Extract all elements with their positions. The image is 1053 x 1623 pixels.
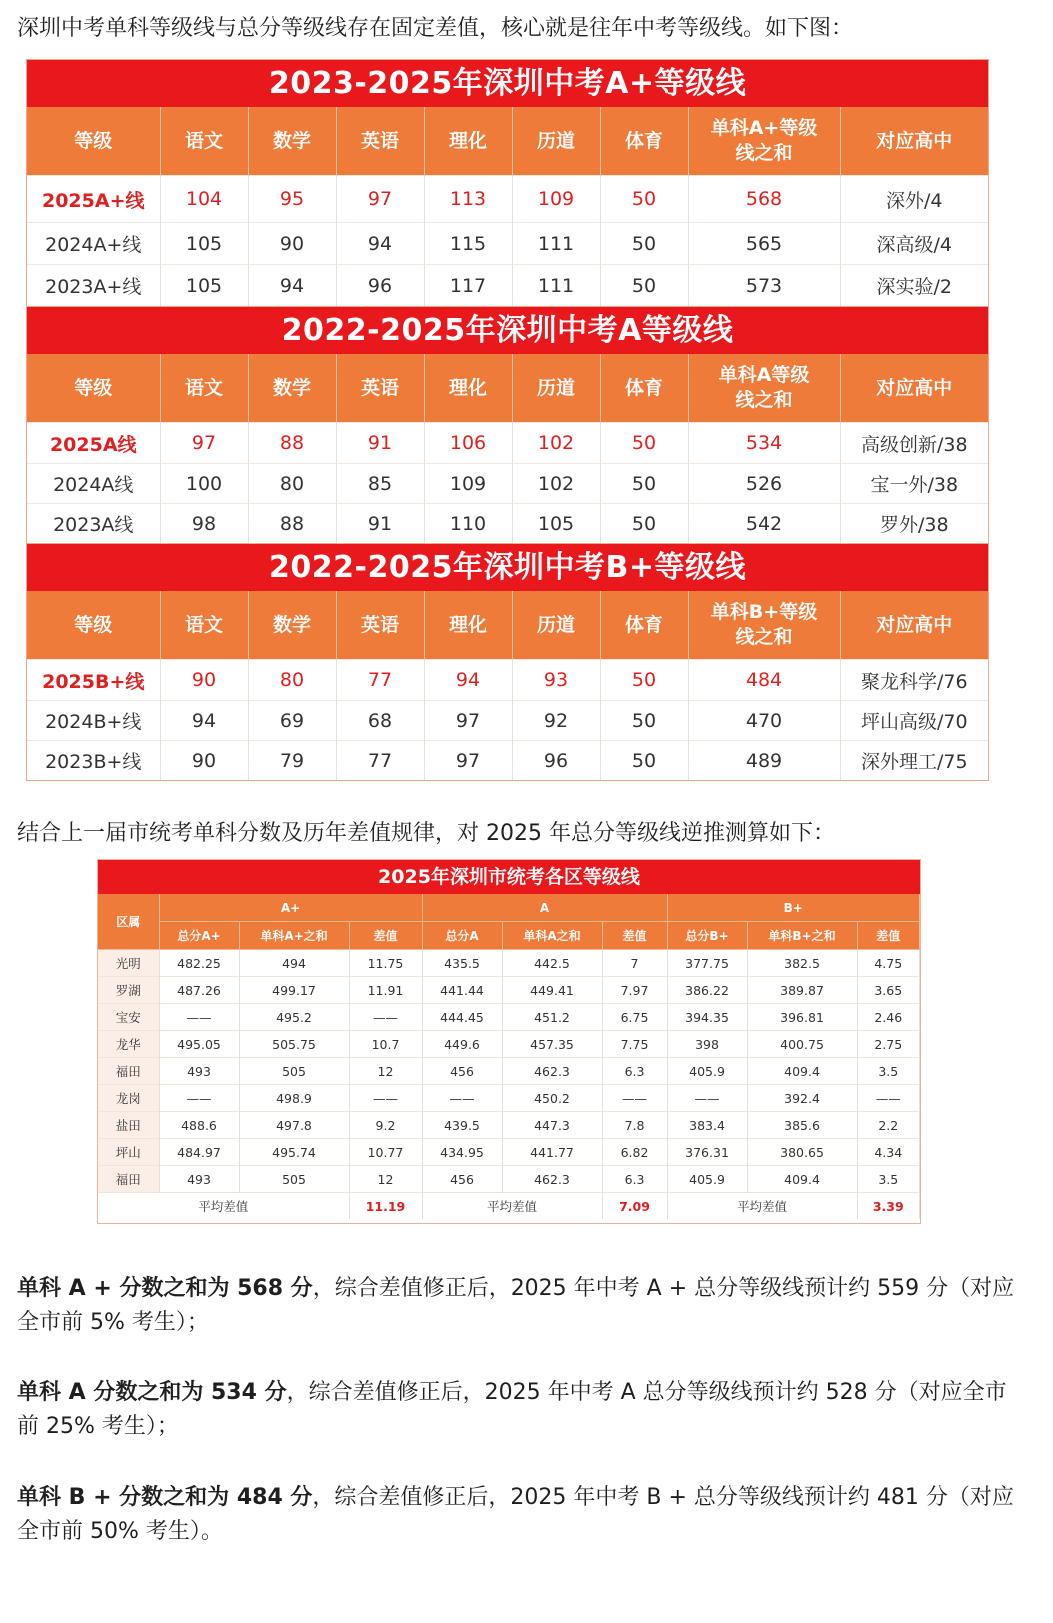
table-cell: 10.77 xyxy=(349,1139,422,1166)
table-cell: 449.6 xyxy=(422,1031,502,1058)
sum-header: 单科A等级 线之和 xyxy=(688,354,840,423)
table-row xyxy=(98,1004,920,1031)
table-cell: 462.3 xyxy=(502,1166,602,1193)
district-table xyxy=(98,894,920,1219)
table-cell: 7.97 xyxy=(602,977,667,1004)
table-cell: 462.3 xyxy=(502,1058,602,1085)
table-cell: 444.45 xyxy=(422,1004,502,1031)
table-cell: 456 xyxy=(422,1166,502,1193)
table-cell: 382.5 xyxy=(747,950,857,977)
district-name: 福田 xyxy=(98,1166,159,1193)
average-value: 11.19 xyxy=(349,1193,422,1220)
table-row: 2025A线 97 88 91 106 102 50 534 高级创新/38 xyxy=(27,423,988,464)
table-cell: 386.22 xyxy=(667,977,747,1004)
a-table-title: 2022-2025年深圳中考A等级线 xyxy=(27,307,988,354)
table-row xyxy=(98,1166,920,1193)
table-cell: 441.44 xyxy=(422,977,502,1004)
district-name: 龙华 xyxy=(98,1031,159,1058)
table-cell: 497.8 xyxy=(239,1112,349,1139)
table-cell: 495.74 xyxy=(239,1139,349,1166)
district-name: 罗湖 xyxy=(98,977,159,1004)
table-header-row: 等级 语文 数学 英语 理化 历道 体育 单科B+等级 线之和 对应高中 xyxy=(27,591,988,660)
table-cell: 2.46 xyxy=(857,1004,919,1031)
table-cell: 441.77 xyxy=(502,1139,602,1166)
table-row xyxy=(98,1031,920,1058)
district-name: 宝安 xyxy=(98,1004,159,1031)
district-subheader: 单科A+之和 xyxy=(239,922,349,950)
table-cell: 9.2 xyxy=(349,1112,422,1139)
grade-line-image xyxy=(26,59,989,781)
table-cell: 449.41 xyxy=(502,977,602,1004)
table-cell: 495.2 xyxy=(239,1004,349,1031)
table-cell: —— xyxy=(159,1085,239,1112)
table-row: 2025B+线 90 80 77 94 93 50 484 聚龙科学/76 xyxy=(27,660,988,701)
a-grade-table xyxy=(26,307,989,544)
table-cell: 3.5 xyxy=(857,1166,919,1193)
table-cell: 12 xyxy=(349,1166,422,1193)
table-row: 2023A+线 105 94 96 117 111 50 573 深实验/2 xyxy=(27,265,988,307)
table-cell: 456 xyxy=(422,1058,502,1085)
table-cell: 505 xyxy=(239,1058,349,1085)
table-row xyxy=(98,950,920,977)
table-cell: 7.8 xyxy=(602,1112,667,1139)
table-cell: 499.17 xyxy=(239,977,349,1004)
district-table-title: 2025年深圳市统考各区等级线 xyxy=(98,860,920,894)
note-bplus: 单科 B + 分数之和为 484 分，综合差值修正后，2025 年中考 B + 总分等级线预计约 481 分（对应全市前 50% 考生）。 xyxy=(17,1485,1014,1544)
district-subheader: 总分A xyxy=(422,922,502,950)
table-cell: 12 xyxy=(349,1058,422,1085)
district-subheader: 差值 xyxy=(602,922,667,950)
average-label: 平均差值 xyxy=(422,1193,602,1220)
table-cell: 498.9 xyxy=(239,1085,349,1112)
district-name: 坪山 xyxy=(98,1139,159,1166)
district-subheader: 差值 xyxy=(349,922,422,950)
table-cell: 482.25 xyxy=(159,950,239,977)
table-cell: 380.65 xyxy=(747,1139,857,1166)
table-cell: 505 xyxy=(239,1166,349,1193)
table-cell: 392.4 xyxy=(747,1085,857,1112)
district-sub-header xyxy=(98,922,920,950)
average-value: 3.39 xyxy=(857,1193,919,1220)
sum-header: 单科A+等级 线之和 xyxy=(688,107,840,176)
district-name: 光明 xyxy=(98,950,159,977)
table-cell: —— xyxy=(349,1004,422,1031)
sum-header: 单科B+等级 线之和 xyxy=(688,591,840,660)
table-cell: 10.7 xyxy=(349,1031,422,1058)
table-cell: 383.4 xyxy=(667,1112,747,1139)
table-cell: 484.97 xyxy=(159,1139,239,1166)
table-cell: 11.91 xyxy=(349,977,422,1004)
table-row: 2023B+线 90 79 77 97 96 50 489 深外理工/75 xyxy=(27,741,988,781)
table-cell: 376.31 xyxy=(667,1139,747,1166)
table-row: 2024B+线 94 69 68 97 92 50 470 坪山高级/70 xyxy=(27,701,988,741)
table-cell: 389.87 xyxy=(747,977,857,1004)
bplus-grade-table xyxy=(26,544,989,781)
note-aplus: 单科 A + 分数之和为 568 分，综合差值修正后，2025 年中考 A + 总分等级线预计约 559 分（对应全市前 5% 考生）； xyxy=(17,1276,1015,1335)
average-row xyxy=(98,1193,920,1220)
table-cell: 495.05 xyxy=(159,1031,239,1058)
table-cell: —— xyxy=(159,1004,239,1031)
table-cell: 6.82 xyxy=(602,1139,667,1166)
table-cell: 6.3 xyxy=(602,1058,667,1085)
table-cell: —— xyxy=(422,1085,502,1112)
table-cell: 409.4 xyxy=(747,1166,857,1193)
table-cell: 396.81 xyxy=(747,1004,857,1031)
district-group-header: 区属 A+ A B+ xyxy=(98,894,920,922)
table-cell: 457.35 xyxy=(502,1031,602,1058)
table-row: 2024A+线 105 90 94 115 111 50 565 深高级/4 xyxy=(27,223,988,265)
district-subheader: 单科B+之和 xyxy=(747,922,857,950)
table-cell: 442.5 xyxy=(502,950,602,977)
table-cell: 394.35 xyxy=(667,1004,747,1031)
district-subheader: 单科A之和 xyxy=(502,922,602,950)
table-cell: 439.5 xyxy=(422,1112,502,1139)
district-subheader: 差值 xyxy=(857,922,919,950)
table-header-row: 等级 语文 数学 英语 理化 历道 体育 单科A等级 线之和 对应高中 xyxy=(27,354,988,423)
average-label: 平均差值 xyxy=(98,1193,349,1220)
district-grade-image xyxy=(97,859,921,1224)
intro-paragraph: 深圳中考单科等级线与总分等级线存在固定差值，核心就是往年中考等级线。如下图： xyxy=(17,16,854,41)
table-cell: 6.3 xyxy=(602,1166,667,1193)
table-cell: 493 xyxy=(159,1058,239,1085)
district-name: 福田 xyxy=(98,1058,159,1085)
average-value: 7.09 xyxy=(602,1193,667,1220)
table-cell: 6.75 xyxy=(602,1004,667,1031)
table-cell: 2.75 xyxy=(857,1031,919,1058)
note-a: 单科 A 分数之和为 534 分，综合差值修正后，2025 年中考 A 总分等级线预计约 528 分（对应全市前 25% 考生）； xyxy=(17,1380,1007,1439)
table-cell: 398 xyxy=(667,1031,747,1058)
table-cell: 494 xyxy=(239,950,349,977)
table-cell: 377.75 xyxy=(667,950,747,977)
district-subheader: 总分B+ xyxy=(667,922,747,950)
aplus-table-title: 2023-2025年深圳中考A+等级线 xyxy=(27,59,988,107)
table-cell: 405.9 xyxy=(667,1166,747,1193)
table-header-row: 等级 语文 数学 英语 理化 历道 体育 单科A+等级 线之和 对应高中 xyxy=(27,107,988,176)
table-cell: 447.3 xyxy=(502,1112,602,1139)
table-cell: —— xyxy=(667,1085,747,1112)
bplus-table-title: 2022-2025年深圳中考B+等级线 xyxy=(27,544,988,591)
table-row xyxy=(98,977,920,1004)
table-cell: 451.2 xyxy=(502,1004,602,1031)
table-cell: 11.75 xyxy=(349,950,422,977)
table-cell: 7 xyxy=(602,950,667,977)
table-cell: 4.75 xyxy=(857,950,919,977)
table-cell: —— xyxy=(857,1085,919,1112)
table-cell: 505.75 xyxy=(239,1031,349,1058)
table-row xyxy=(98,1058,920,1085)
table-row: 2024A线 100 80 85 109 102 50 526 宝一外/38 xyxy=(27,464,988,504)
table-cell: 487.26 xyxy=(159,977,239,1004)
table-row xyxy=(98,1139,920,1166)
table-cell: 409.4 xyxy=(747,1058,857,1085)
table-cell: —— xyxy=(602,1085,667,1112)
table-cell: 3.65 xyxy=(857,977,919,1004)
table-cell: 434.95 xyxy=(422,1139,502,1166)
table-cell: 488.6 xyxy=(159,1112,239,1139)
table-cell: 493 xyxy=(159,1166,239,1193)
table-row: 2023A线 98 88 91 110 105 50 542 罗外/38 xyxy=(27,504,988,544)
table-cell: 385.6 xyxy=(747,1112,857,1139)
table-cell: 450.2 xyxy=(502,1085,602,1112)
district-name: 龙岗 xyxy=(98,1085,159,1112)
table-cell: 4.34 xyxy=(857,1139,919,1166)
table-cell: 7.75 xyxy=(602,1031,667,1058)
average-label: 平均差值 xyxy=(667,1193,857,1220)
table-cell: —— xyxy=(349,1085,422,1112)
aplus-grade-table xyxy=(26,59,989,307)
intro2-paragraph: 结合上一届市统考单科分数及历年差值规律，对 2025 年总分等级线逆推测算如下： xyxy=(17,821,835,846)
table-cell: 405.9 xyxy=(667,1058,747,1085)
table-row xyxy=(98,1112,920,1139)
table-cell: 435.5 xyxy=(422,950,502,977)
district-name: 盐田 xyxy=(98,1112,159,1139)
table-cell: 400.75 xyxy=(747,1031,857,1058)
table-cell: 3.5 xyxy=(857,1058,919,1085)
district-subheader: 总分A+ xyxy=(159,922,239,950)
table-row xyxy=(98,1085,920,1112)
table-row: 2025A+线 104 95 97 113 109 50 568 深外/4 xyxy=(27,176,988,223)
table-cell: 2.2 xyxy=(857,1112,919,1139)
